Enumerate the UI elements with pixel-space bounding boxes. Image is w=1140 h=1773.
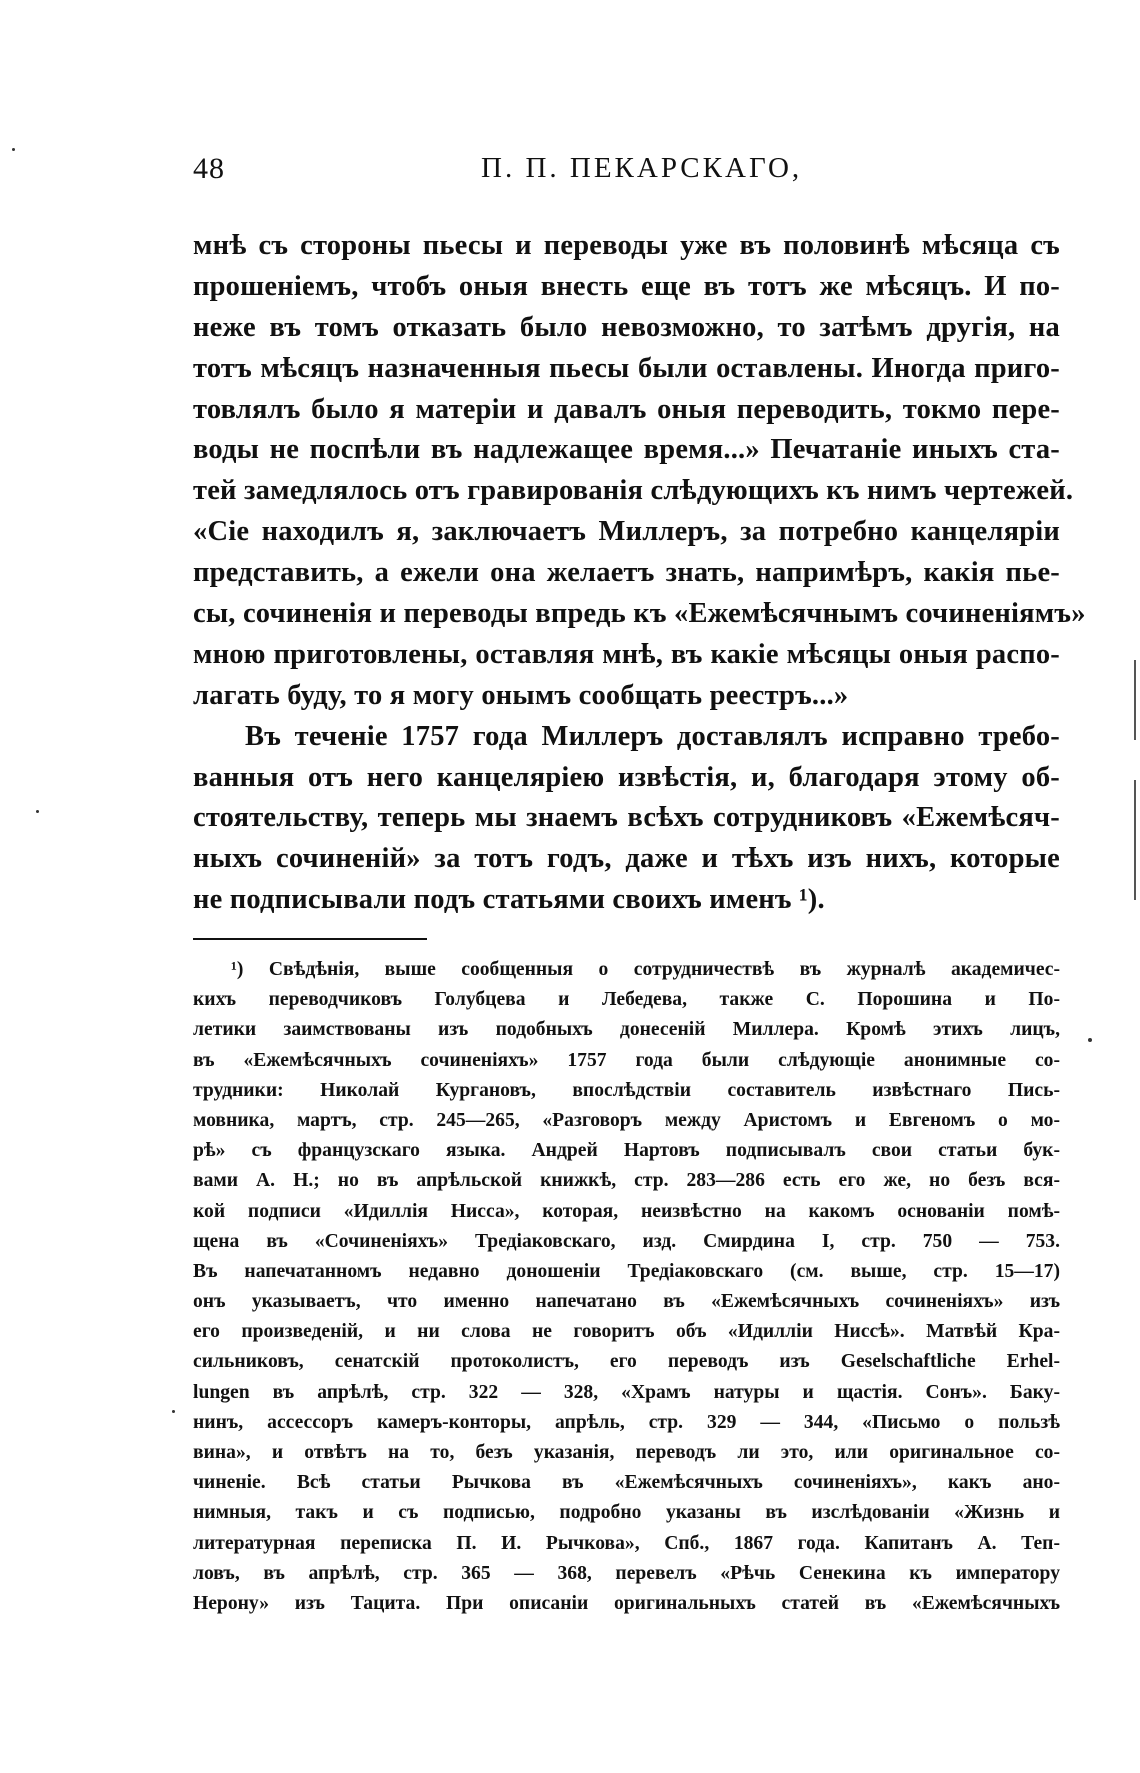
footnote-line: вами А. Н.; но въ апрѣльской книжкѣ, стр. 283—286 есть его же, но безъ вся- <box>193 1170 1060 1192</box>
footnote-line: кихъ переводчиковъ Голубцева и Лебедева, также С. Порошина и По- <box>193 989 1060 1011</box>
footnote-line: нимныя, такъ и съ подписью, подробно указаны въ изслѣдованіи «Жизнь и <box>193 1502 1060 1524</box>
text-line: мною приготовлены, оставляя мнѣ, въ какіе мѣсяцы оныя распо- <box>193 638 1060 670</box>
footnote-line: въ «Ежемѣсячныхъ сочиненіяхъ» 1757 года были слѣдующіе анонимные со- <box>193 1049 1060 1071</box>
footnote-line: кой подписи «Идиллія Нисса», которая, неизвѣстно на какомъ основаніи помѣ- <box>193 1200 1060 1222</box>
text-line: прошеніемъ, чтобъ оныя внесть еще въ тотъ же мѣсяцъ. И по- <box>193 270 1060 302</box>
main-text <box>193 226 1086 921</box>
footnote-line: его произведеній, и ни слова не говоритъ объ «Идилліи Ниссѣ». Матвѣй Кра- <box>193 1321 1060 1343</box>
text-line: ныхъ сочиненій» за тотъ годъ, даже и тѣхъ изъ нихъ, которые <box>193 843 1060 875</box>
footnote-line: летики заимствованы изъ подобныхъ донесеній Миллера. Кромѣ этихъ лицъ, <box>193 1019 1060 1041</box>
footnote-line: литературная переписка П. И. Рычкова», Спб., 1867 года. Капитанъ А. Теп- <box>193 1532 1060 1554</box>
text-line: стоятельству, теперь мы знаемъ всѣхъ сотрудниковъ «Ежемѣсяч- <box>193 802 1060 834</box>
text-line: тей замедлялось отъ гравированія слѣдующихъ къ нимъ чертежей. <box>193 475 1074 507</box>
scan-speck <box>36 810 39 813</box>
text-line: сы, сочиненія и переводы впредь къ «Ежемѣсячнымъ сочиненіямъ» <box>193 598 1086 630</box>
running-head: П. П. ПЕКАРСКАГО, <box>481 152 803 184</box>
text-line: не подписывали подъ статьями своихъ именъ ¹). <box>193 884 825 916</box>
text-line: воды не поспѣли въ надлежащее время...» Печатаніе иныхъ ста- <box>193 434 1060 466</box>
text-line: товлялъ было я матеріи и давалъ оныя переводить, токмо пере- <box>193 393 1060 425</box>
scan-speck <box>172 1410 175 1413</box>
footnote-line: Въ напечатанномъ недавно доношеніи Тредіаковскаго (см. выше, стр. 15—17) <box>193 1260 1060 1282</box>
footnote-line: щена въ «Сочиненіяхъ» Тредіаковскаго, изд. Смирдина I, стр. 750 — 753. <box>193 1230 1060 1252</box>
footnote-line: ¹) Свѣдѣнія, выше сообщенныя о сотрудничествѣ въ журналѣ академичес- <box>231 959 1060 980</box>
scan-speck <box>1088 1038 1092 1042</box>
text-line: лагать буду, то я могу онымъ сообщать реестръ...» <box>193 679 849 711</box>
page-number: 48 <box>193 152 225 185</box>
footnote <box>193 955 1060 1619</box>
footnote-line: рѣ» съ французскаго языка. Андрей Нартовъ подписывалъ свои статьи бук- <box>193 1140 1060 1162</box>
footnote-line: вина», и отвѣтъ на то, безъ указанія, переводъ ли это, или оригинальное со- <box>193 1442 1060 1463</box>
footnote-line: нинъ, ассессоръ камеръ-конторы, апрѣль, стр. 329 — 344, «Письмо о пользѣ <box>193 1411 1060 1433</box>
text-line: представить, а ежели она желаетъ знать, напримѣръ, какія пье- <box>193 557 1060 589</box>
scan-edge <box>1134 660 1136 740</box>
scan-speck <box>12 148 15 151</box>
footnote-line: трудники: Николай Кургановъ, впослѣдствіи составитель извѣстнаго Пись- <box>193 1079 1060 1101</box>
footnote-line: ловъ, въ апрѣлѣ, стр. 365 — 368, перевелъ «Рѣчь Сенекина къ императору <box>193 1562 1060 1584</box>
text-line: тотъ мѣсяцъ назначенныя пьесы были оставлены. Иногда приго- <box>193 352 1060 384</box>
text-line: неже въ томъ отказать было невозможно, то затѣмъ другія, на <box>193 311 1060 343</box>
text-line: «Сіе находилъ я, заключаетъ Миллеръ, за потребно канцеляріи <box>193 516 1060 548</box>
scan-edge <box>1134 780 1136 900</box>
page-header <box>193 152 1063 192</box>
text-line: ванныя отъ него канцеляріею извѣстія, и, благодаря этому об- <box>193 761 1060 793</box>
text-line: Въ теченіе 1757 года Миллеръ доставлялъ исправно требо- <box>245 720 1060 752</box>
footnote-line: Нерону» изъ Тацита. При описаніи оригинальныхъ статей въ «Ежемѣсячныхъ <box>193 1592 1060 1614</box>
footnote-divider <box>193 938 427 940</box>
footnote-line: lungen въ апрѣлѣ, стр. 322 — 328, «Храмъ натуры и щастія. Сонъ». Баку- <box>193 1381 1060 1403</box>
footnote-line: сильниковъ, сенатскій протоколистъ, его переводъ изъ Geselschaftliche Erhel- <box>193 1351 1060 1373</box>
text-line: мнѣ съ стороны пьесы и переводы уже въ половинѣ мѣсяца съ <box>193 230 1060 261</box>
footnote-line: онъ указываетъ, что именно напечатано въ «Ежемѣсячныхъ сочиненіяхъ» изъ <box>193 1291 1060 1313</box>
footnote-line: мовника, мартъ, стр. 245—265, «Разговоръ между Аристомъ и Евгеномъ о мо- <box>193 1109 1060 1131</box>
footnote-line: чиненіе. Всѣ статьи Рычкова въ «Ежемѣсячныхъ сочиненіяхъ», какъ ано- <box>193 1472 1060 1494</box>
